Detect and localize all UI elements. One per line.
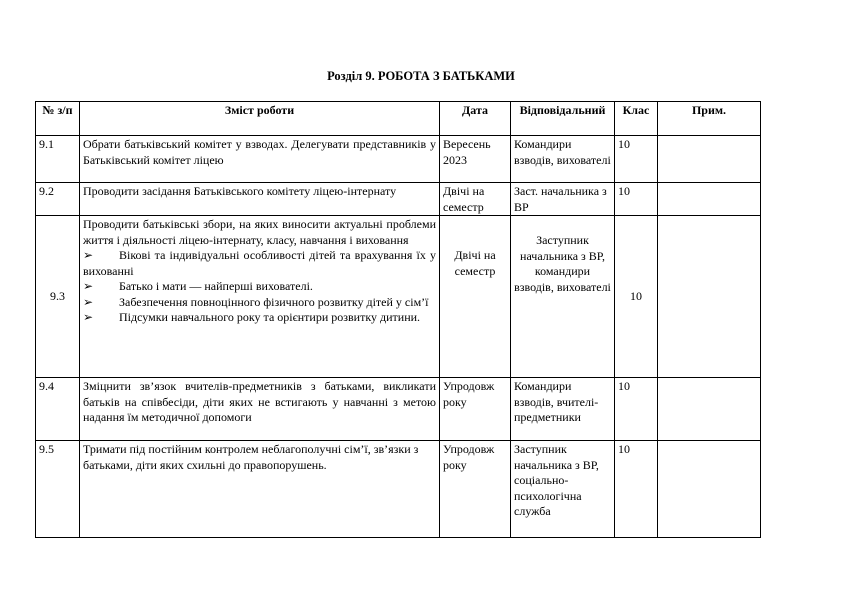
row-responsible: Заст. начальника з ВР xyxy=(511,183,615,216)
header-responsible: Відповідальний xyxy=(511,102,615,136)
header-num: № з/п xyxy=(36,102,80,136)
row-class: 10 xyxy=(615,183,658,216)
row-class: 10 xyxy=(615,378,658,441)
row-class: 10 xyxy=(615,441,658,538)
list-item: ➢ Батько і мати — найперші вихователі. xyxy=(83,279,313,293)
row-content xyxy=(80,216,440,378)
row-date: Упродовж року xyxy=(440,441,511,538)
row-num: 9.1 xyxy=(36,136,80,183)
header-content: Зміст роботи xyxy=(80,102,440,136)
header-note: Прим. xyxy=(658,102,761,136)
row-date: Двічі на семестр xyxy=(440,216,511,378)
row-content-intro: Проводити батьківські збори, на яких виносити актуальні проблеми життя і діяльності ліцею-інтернату, класу, навчання і виховання xyxy=(83,217,436,247)
row-content: Тримати під постійним контролем неблагополучні сім’ї, зв’язки з батьками, діти яких схильні до правопорушень. xyxy=(80,441,440,538)
table-row xyxy=(36,136,761,183)
row-num: 9.4 xyxy=(36,378,80,441)
row-content: Зміцнити зв’язок вчителів-предметників з батьками, викликати батьків на співбесіди, діти яких не встигають у навчанні з метою надання їм методичної допомоги xyxy=(80,378,440,441)
row-note xyxy=(658,216,761,378)
row-content: Проводити засідання Батьківського комітету ліцею-інтернату xyxy=(80,183,440,216)
arrow-bullet-icon: ➢ xyxy=(83,294,94,309)
row-date: Вересень 2023 xyxy=(440,136,511,183)
row-date: Упродовж року xyxy=(440,378,511,441)
row-responsible: Заступник начальника з ВР, соціально-психологічна служба xyxy=(511,441,615,538)
row-num: 9.3 xyxy=(36,216,80,378)
arrow-bullet-icon: ➢ xyxy=(83,279,94,293)
row-responsible: Командири взводів, вчителі-предметники xyxy=(511,378,615,441)
row-note xyxy=(658,441,761,538)
header-date: Дата xyxy=(440,102,511,136)
list-item: ➢ Забезпечення повноцінного фізичного розвитку дітей у сім’ї xyxy=(83,294,429,309)
table-row xyxy=(36,378,761,441)
row-date: Двічі на семестр xyxy=(440,183,511,216)
section-title: Розділ 9. РОБОТА З БАТЬКАМИ xyxy=(327,69,515,83)
row-note xyxy=(658,378,761,441)
table-row xyxy=(36,183,761,216)
row-note xyxy=(658,183,761,216)
row-responsible: Командири взводів, вихователі xyxy=(511,136,615,183)
arrow-bullet-icon: ➢ xyxy=(83,248,94,262)
row-content: Обрати батьківський комітет у взводах. Делегувати представників у Батьківський комітет ліцею xyxy=(80,136,440,183)
table-row xyxy=(36,441,761,538)
list-item: ➢ Підсумки навчального року та орієнтири розвитку дитини. xyxy=(83,310,421,324)
table-row xyxy=(36,216,761,378)
row-responsible: Заступник начальника з ВР, командири взводів, вихователі xyxy=(511,216,615,378)
list-item: ➢ Вікові та індивідуальні особливості дітей та врахування їх у вихованні xyxy=(83,248,436,278)
row-class: 10 xyxy=(615,216,658,378)
table-header-row xyxy=(36,102,761,136)
row-num: 9.5 xyxy=(36,441,80,538)
row-class: 10 xyxy=(615,136,658,183)
parents-work-table xyxy=(35,101,761,538)
header-class: Клас xyxy=(615,102,658,136)
row-note xyxy=(658,136,761,183)
arrow-bullet-icon: ➢ xyxy=(83,310,94,324)
row-num: 9.2 xyxy=(36,183,80,216)
